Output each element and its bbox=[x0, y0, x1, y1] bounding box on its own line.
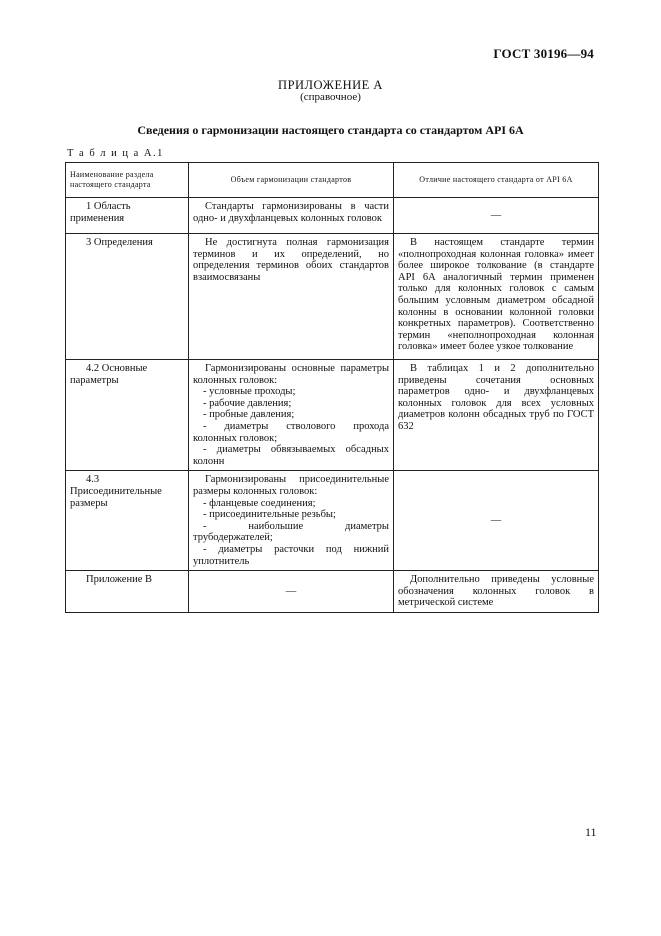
column-header-section: Наименование раздела настоящего стандарта bbox=[66, 163, 189, 198]
scope-list-item: - пробные давления; bbox=[203, 409, 295, 421]
appendix-title: ПРИЛОЖЕНИЕ А bbox=[278, 78, 383, 92]
table-row bbox=[66, 360, 599, 471]
scope-cell bbox=[189, 198, 394, 234]
section-cell: 3 Определения bbox=[66, 234, 189, 360]
section-cell: 4.3 Присоединительные размеры bbox=[66, 471, 189, 571]
scope-list-item: - диаметры расточки под нижний уплотнитель bbox=[193, 543, 389, 567]
scope-cell: — bbox=[189, 571, 394, 613]
table-row bbox=[66, 234, 599, 360]
table-row bbox=[66, 471, 599, 571]
difference-text: Дополнительно приведены условные обозначения колонных головок в метрической системе bbox=[398, 574, 594, 609]
scope-list-item: - наибольшие диаметры трубодержателей; bbox=[193, 520, 389, 544]
column-header-scope: Объем гармонизации стандартов bbox=[189, 163, 394, 198]
table-header-row bbox=[66, 163, 599, 198]
difference-cell bbox=[394, 571, 599, 613]
difference-text: В таблицах 1 и 2 дополнительно приведены сочетания основных параметров одно- и двухфланцевых колонных головок для всех условных диаметров колонн обсадных труб по ГОСТ 632 bbox=[398, 363, 594, 432]
scope-list-item: - условные проходы; bbox=[203, 386, 296, 398]
section-cell: 4.2 Основные параметры bbox=[66, 360, 189, 471]
table-row bbox=[66, 571, 599, 613]
scope-cell bbox=[189, 360, 394, 471]
difference-cell bbox=[394, 234, 599, 360]
scope-text: Гармонизированы основные параметры колонных головок: bbox=[193, 363, 389, 386]
scope-cell bbox=[189, 234, 394, 360]
section-cell: Приложение В bbox=[66, 571, 189, 613]
difference-cell bbox=[394, 360, 599, 471]
appendix-subtitle: (справочное) bbox=[300, 91, 361, 103]
scope-text: Стандарты гармонизированы в части одно- и двухфланцевых колонных головок bbox=[193, 201, 389, 224]
scope-list-item: - фланцевые соединения; bbox=[203, 497, 316, 509]
scope-list-item: - присоединительные резьбы; bbox=[203, 509, 336, 521]
difference-cell: — bbox=[394, 471, 599, 571]
difference-text: В настоящем стандарте термин «полнопроходная колонная головка» имеет более широкое толкование (в стандарте API 6A аналогичный термин применен только для колонных головок с самым большим условным диаметром обсадной колонны в основании колонной головки конкретных параметров). Соответственно термин «неполнопроходная колонная головка» имеет более узкое толкование bbox=[398, 237, 594, 353]
appendix-heading: Сведения о гармонизации настоящего стандарта со стандартом API 6A bbox=[137, 123, 524, 137]
column-header-difference: Отличие настоящего стандарта от API 6A bbox=[394, 163, 599, 198]
scope-list-item: - диаметры обвязываемых обсадных колонн bbox=[193, 444, 389, 467]
table-row bbox=[66, 198, 599, 234]
scope-list-item: - диаметры стволового прохода колонных головок; bbox=[193, 420, 389, 444]
table-caption: Т а б л и ц а А.1 bbox=[67, 148, 164, 159]
section-cell: 1 Область применения bbox=[66, 198, 189, 234]
standard-number: ГОСТ 30196—94 bbox=[493, 46, 594, 61]
scope-list-item: - рабочие давления; bbox=[203, 397, 292, 409]
difference-cell: — bbox=[394, 198, 599, 234]
scope-cell bbox=[189, 471, 394, 571]
harmonization-table bbox=[65, 162, 599, 613]
scope-text: Не достигнута полная гармонизация терминов и их определений, но определения терминов обоих стандартов взаимосвязаны bbox=[193, 237, 389, 283]
page-number: 11 bbox=[585, 825, 597, 839]
scope-text: Гармонизированы присоединительные размеры колонных головок: bbox=[193, 474, 389, 497]
